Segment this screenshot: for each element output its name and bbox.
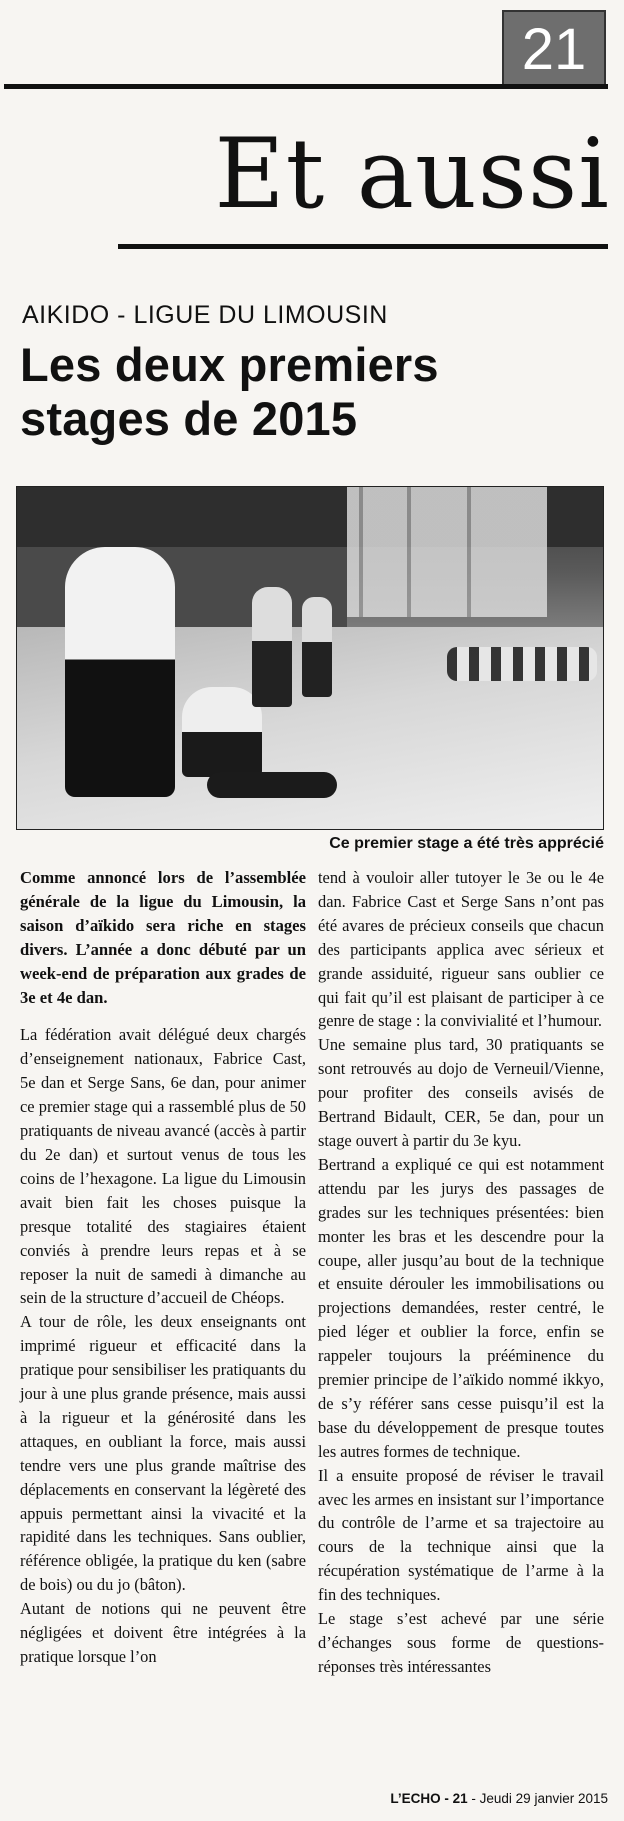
footer-date: - Jeudi 29 janvier 2015 [467, 1791, 608, 1806]
photo-figure-kneeling [182, 687, 262, 777]
footer-publication: L’ECHO - 21 [390, 1791, 468, 1806]
photo-caption: Ce premier stage a été très apprécié [329, 835, 604, 852]
photo-figure-back [252, 587, 292, 707]
paragraph: Bertrand a expliqué ce qui est notamment attendu par les jurys des passages de grades sur les techniques présentées: bien monter les bras et les descendre pour la coupe, aller jusqu’au bout de la technique et ensuite dérouler les immobilisations ou projections demandées, rester centré, le pied léger et oublier la force, enfin se rappeler toujours la prééminence du premier principe de l’aïkido nommé ikkyo, de s’y référer sans cesse puisqu’il est la base du développement de presque toutes les autres formes de technique. [318, 1154, 604, 1461]
article-column-left [20, 866, 306, 1669]
rubric-rule [118, 244, 608, 249]
headline-line-2: stages de 2015 [20, 392, 358, 445]
photo-figure-main [65, 547, 175, 797]
rubric-title: Et aussi [214, 118, 610, 230]
headline-line-1: Les deux premiers [20, 338, 439, 391]
article-kicker: AIKIDO - LIGUE DU LIMOUSIN [22, 301, 388, 329]
paragraph: Une semaine plus tard, 30 pratiquants se sont retrouvés au dojo de Verneuil/Vienne, pour profiter des conseils avisés de Bertrand Bidault, CER, 5e dan, pour un stage ouvert à partir du 3e kyu. [318, 1035, 604, 1150]
article-headline [20, 338, 580, 446]
paragraph: Il a ensuite proposé de réviser le travail avec les armes en insistant sur l’importance du contrôle de l’arme et sa trajectoire au cours de la technique ainsi que la récupération systématique de l’arme à la fin des techniques. [318, 1465, 604, 1605]
article-column-right [318, 866, 604, 1679]
paragraph: Autant de notions qui ne peuvent être négligées et doivent être intégrées à la pratique lorsque l’on [20, 1599, 306, 1666]
photo-figure-back-2 [302, 597, 332, 697]
page-number: 21 [502, 10, 606, 86]
photo-windows [347, 487, 547, 617]
photo-figure-lying [207, 772, 337, 798]
paragraph: tend à vouloir aller tutoyer le 3e ou le 4e dan. Fabrice Cast et Serge Sans n’ont pas été avares de précieux conseils que chacun des participants applica avec sérieux et grande assiduité, rigueur sans oublier ce qui fait qu’il est plaisant de participer à ce genre de stage : la convivialité et l’humour. [318, 868, 604, 1031]
article-photo [16, 486, 604, 830]
photo-seated-row [447, 647, 597, 681]
paragraph: La fédération avait délégué deux chargés d’enseignement nationaux, Fabrice Cast, 5e dan et Serge Sans, 6e dan, pour animer ce premier stage qui a rassemblé plus de 50 pratiquants de niveau avancé (accès à partir du 2e dan) et surtout venus de tous les coins de l’hexagone. La ligue du Limousin avait bien fait les choses puisque la presque totalité des stagiaires étaient conviés à prendre leurs repas et à se reposer la nuit de samedi à dimanche au sein de la structure d’accueil de Chéops. [20, 1025, 306, 1308]
page-footer [360, 1790, 608, 1808]
article-lead: Comme annoncé lors de l’assemblée générale de la ligue du Limousin, la saison d’aïkido sera riche en stages divers. L’année a donc débuté par un week-end de préparation aux grades de 3e et 4e dan. [20, 868, 306, 1007]
paragraph: A tour de rôle, les deux enseignants ont imprimé rigueur et efficacité dans la pratique pour sensibiliser les pratiquants du jour à une plus grande présence, mais aussi à la rigueur et la générosité dans les attaques, en oubliant la force, mais aussi tendre vers une plus grande maîtrise des déplacements en conservant la légèreté des appuis permettant ainsi la vivacité et la rapidité dans les techniques. Sans oublier, référence obligée, la pratique du ken (sabre de bois) ou du jo (bâton). [20, 1312, 306, 1595]
paragraph: Le stage s’est achevé par une série d’échanges sous forme de questions-réponses très intéressantes [318, 1609, 604, 1676]
top-rule [4, 84, 608, 89]
